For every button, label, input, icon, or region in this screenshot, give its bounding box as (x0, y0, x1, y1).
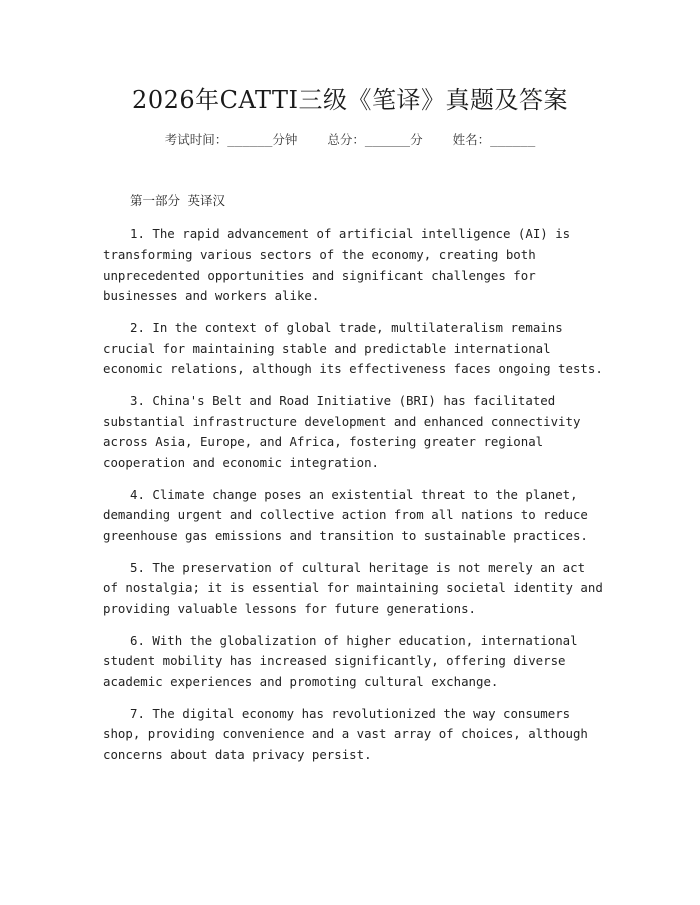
question-number: 2. (130, 319, 145, 335)
question-text: The preservation of cultural heritage is not merely an act of nostalgia; it is essential for maintaining societal identity and providing valuable lessons for future generations. (103, 559, 603, 617)
question-number: 3. (130, 392, 145, 408)
question-number: 7. (130, 705, 145, 721)
question-item (103, 391, 603, 474)
question-text: With the globalization of higher education, international student mobility has increased significantly, offering diverse academic experiences and promoting cultural exchange. (103, 632, 578, 690)
name-label: 姓名：______ (452, 132, 536, 147)
section-title: 第一部分 英译汉 (130, 193, 226, 208)
total-score-label: 总分：______分 (327, 132, 423, 147)
question-item (103, 318, 603, 380)
question-item (103, 485, 603, 547)
exam-meta (0, 130, 700, 148)
page-title: 2026年CATTI三级《笔译》真题及答案 (132, 86, 568, 114)
exam-time-label: 考试时间：______分钟 (164, 132, 298, 147)
question-number: 6. (130, 632, 145, 648)
question-number: 5. (130, 559, 145, 575)
question-number: 1. (130, 226, 145, 241)
question-item (103, 704, 603, 766)
question-number: 4. (130, 486, 145, 502)
question-text: The rapid advancement of artificial intelligence (AI) is transforming various sectors of the economy, creating both unprecedented opportunities and significant challenges for businesses and workers alike. (103, 226, 571, 304)
question-list (103, 224, 603, 776)
question-item (103, 631, 603, 693)
question-text: Climate change poses an existential threat to the planet, demanding urgent and collective action from all nations to reduce greenhouse gas emissions and transition to sustainable practices. (103, 486, 588, 544)
question-text: The digital economy has revolutionized the way consumers shop, providing convenience and a vast array of choices, although concerns about data privacy persist. (103, 705, 588, 763)
question-item (103, 558, 603, 620)
question-text: China's Belt and Road Initiative (BRI) has facilitated substantial infrastructure development and enhanced connectivity across Asia, Europe, and Africa, fostering greater regional cooperation and economic integration. (103, 392, 581, 471)
question-item (103, 224, 603, 307)
question-text: In the context of global trade, multilateralism remains crucial for maintaining stable and predictable international economic relations, although its effectiveness faces ongoing tests. (103, 319, 603, 377)
